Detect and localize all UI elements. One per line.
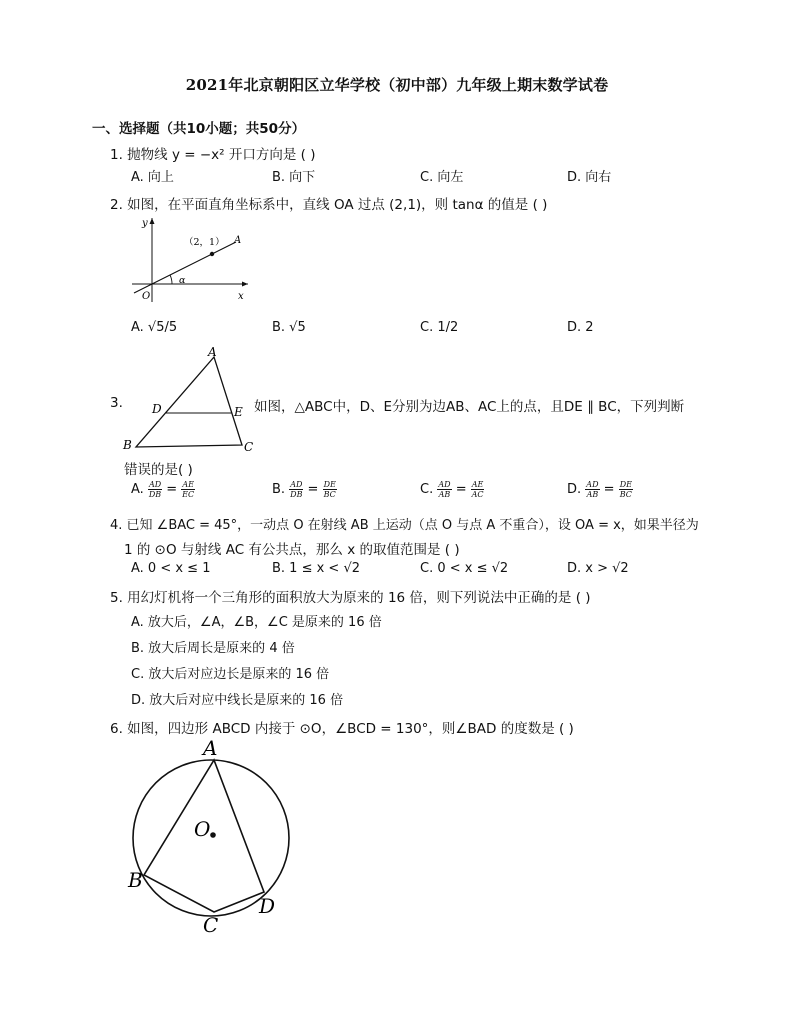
q3-option-b: B. $\frac{AD}{DB}$ = $\frac{DE}{BC}$ xyxy=(272,480,336,499)
exam-title: 2021年北京朝阳区立华学校（初中部）九年级上期末数学试卷 xyxy=(185,76,609,94)
question-6-stem: 6. 如图，四边形 ABCD 内接于 ⊙O，∠BCD = 130°，则∠BAD 的度数是 ( ) xyxy=(110,721,574,737)
question-4-line-2: 1 的 ⊙O 与射线 AC 有公共点，那么 x 的取值范围是 ( ) xyxy=(124,542,460,558)
section-heading: 一、选择题（共10小题；共50分） xyxy=(92,121,306,137)
circ-label-a: A xyxy=(203,736,218,760)
q1-option-b: B. 向下 xyxy=(272,170,316,185)
center-dot xyxy=(210,832,216,838)
question-4-line-1: 4. 已知 ∠BAC = 45°，一动点 O 在射线 AB 上运动（点 O 与点 A 不重合），设 OA = x，如果半径为 xyxy=(110,518,699,533)
q3-option-c: C. $\frac{AD}{AB}$ = $\frac{AE}{AC}$ xyxy=(420,480,484,499)
circle-o xyxy=(133,760,289,916)
q3-triangle-figure xyxy=(118,343,258,455)
point-21 xyxy=(210,252,214,256)
q1-option-c: C. 向左 xyxy=(420,170,464,185)
angle-alpha-arc xyxy=(170,275,172,284)
circ-label-o: O xyxy=(194,817,211,841)
q5-option-b: B. 放大后周长是原来的 4 倍 xyxy=(131,641,295,656)
label-y: y xyxy=(142,218,148,229)
tri-label-c: C xyxy=(244,440,254,454)
q4-option-d: D. x > √2 xyxy=(567,561,629,576)
label-a: A xyxy=(234,235,242,246)
tri-label-e: E xyxy=(234,405,243,419)
q4-option-c: C. 0 < x ≤ √2 xyxy=(420,561,509,576)
y-axis-arrow xyxy=(150,218,155,224)
label-alpha: α xyxy=(179,275,186,286)
q4-option-a: A. 0 < x ≤ 1 xyxy=(131,561,211,576)
q2-option-d: D. 2 xyxy=(567,320,594,335)
q3-option-d: D. $\frac{AD}{AB}$ = $\frac{DE}{BC}$ xyxy=(567,480,632,499)
tri-label-b: B xyxy=(123,438,132,452)
point-21-label: （2，1） xyxy=(184,237,225,248)
q6-circle-figure xyxy=(118,735,308,940)
tri-label-d: D xyxy=(152,402,162,416)
question-3-stem: 如图，△ABC中，D、E分别为边AB、AC上的点，且DE ∥ BC，下列判断 xyxy=(254,399,685,415)
question-2-stem: 2. 如图，在平面直角坐标系中，直线 OA 过点 (2,1)，则 tanα 的值是 ( ) xyxy=(110,197,548,213)
tri-label-a: A xyxy=(208,345,217,359)
q2-option-a: A. √5/5 xyxy=(131,320,178,335)
question-5-stem: 5. 用幻灯机将一个三角形的面积放大为原来的 16 倍，则下列说法中正确的是 ( ) xyxy=(110,590,591,606)
q1-option-d: D. 向右 xyxy=(567,170,612,185)
q2-option-c: C. 1/2 xyxy=(420,320,459,335)
circ-label-b: B xyxy=(128,868,143,892)
question-3-number: 3. xyxy=(110,395,123,411)
q4-option-b: B. 1 ≤ x < √2 xyxy=(272,561,361,576)
q5-option-c: C. 放大后对应边长是原来的 16 倍 xyxy=(131,667,330,682)
circ-label-c: C xyxy=(203,913,219,937)
label-x: x xyxy=(238,291,244,302)
circ-label-d: D xyxy=(259,894,276,918)
q3-option-a: A. $\frac{AD}{DB}$ = $\frac{AE}{EC}$ xyxy=(131,480,195,499)
q5-option-a: A. 放大后，∠A，∠B，∠C 是原来的 16 倍 xyxy=(131,615,382,630)
question-1-stem: 1. 抛物线 y = −x² 开口方向是 ( ) xyxy=(110,147,316,163)
q2-option-b: B. √5 xyxy=(272,320,306,335)
question-3-stem-cont: 错误的是( ) xyxy=(124,462,193,478)
q1-option-a: A. 向上 xyxy=(131,170,174,185)
q2-coordinate-figure xyxy=(122,212,262,308)
x-axis-arrow xyxy=(242,282,248,287)
label-o: O xyxy=(142,291,151,302)
q5-option-d: D. 放大后对应中线长是原来的 16 倍 xyxy=(131,693,344,708)
